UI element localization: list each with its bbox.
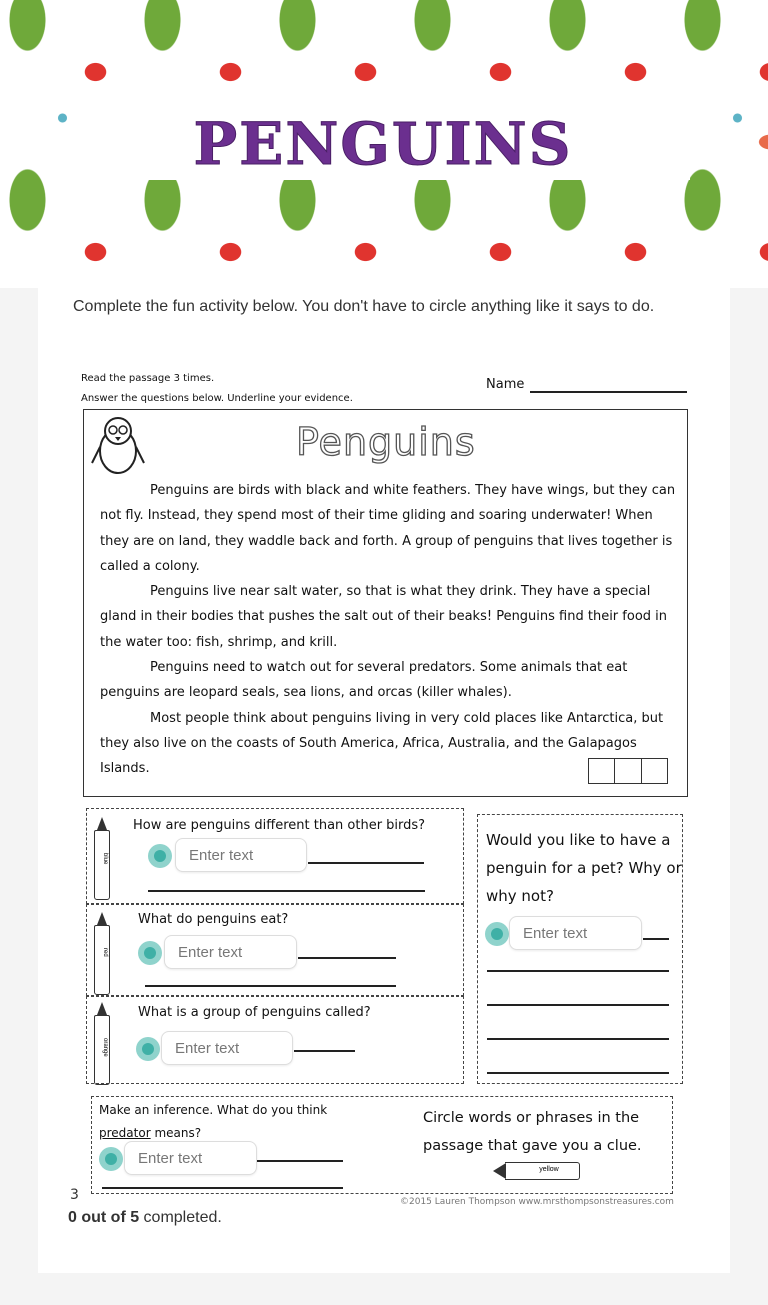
paragraph: Penguins live near salt water, so that is what they drink. They have a special gland in their bodies that pushes the salt out of their beaks! Penguins find their food in the water too: fish, shrimp, and krill.: [100, 584, 668, 650]
field-marker-icon: [138, 941, 162, 965]
inference-word: predator: [99, 1126, 151, 1140]
penguin-icon: [90, 415, 146, 477]
passage-title: Penguins: [296, 420, 476, 464]
crayon-tip: [493, 1163, 506, 1179]
paragraph: Penguins need to watch out for several predators. Some animals that eat penguins are leopard seals, sea lions, and orcas (killer whales).: [100, 660, 628, 701]
orange-crayon-icon: orange: [94, 1015, 110, 1085]
answer-field-4[interactable]: Enter text: [509, 916, 642, 950]
answer-line: [487, 1004, 669, 1006]
passage-text: [100, 478, 680, 782]
page-title: PENGUINS: [193, 110, 573, 178]
name-label: Name: [486, 377, 525, 392]
inference-question: Make an inference. What do you think: [99, 1103, 328, 1117]
intro-text: Complete the fun activity below. You don't have to circle anything like it says to do.: [73, 298, 655, 315]
progress-count: 0 out of 5: [68, 1209, 140, 1226]
blue-crayon-icon: blue: [94, 830, 110, 900]
answer-line: [102, 1187, 343, 1189]
inference-question-line2: [99, 1126, 201, 1140]
field-marker-icon: [148, 844, 172, 868]
paragraph: Most people think about penguins living in very cold places like Antarctica, but they also live on the coasts of South America, Africa, Australia, and the Galapagos Islands.: [100, 710, 664, 777]
paragraph: Penguins are birds with black and white feathers. They have wings, but they can not fly. Instead, they spend most of their time gliding and soaring underwater! When they are on land, they waddle back and forth. A group of penguins that lives together is called a colony.: [100, 483, 676, 574]
page-number: 3: [70, 1187, 79, 1203]
circle-instruction: Circle words or phrases in the passage that gave you a clue.: [423, 1110, 642, 1154]
field-marker-icon: [136, 1037, 160, 1061]
question-3: What is a group of penguins called?: [138, 1005, 371, 1020]
answer-line: [643, 938, 669, 940]
answer-line: [257, 1160, 343, 1162]
pet-question: Would you like to have a penguin for a pet? Why or why not?: [486, 831, 682, 905]
name-line: [530, 391, 687, 393]
answer-field-3[interactable]: Enter text: [161, 1031, 293, 1065]
field-marker-icon: [99, 1147, 123, 1171]
header-banner: [0, 0, 768, 288]
answer-line: [487, 1072, 669, 1074]
answer-line: [294, 1050, 355, 1052]
answer-field-5[interactable]: Enter text: [124, 1141, 257, 1175]
answer-line: [145, 985, 396, 987]
answer-field-1[interactable]: Enter text: [175, 838, 307, 872]
progress-status: [68, 1209, 222, 1227]
inference-question-end: means?: [154, 1126, 202, 1140]
title-band: [76, 108, 690, 180]
answer-line: [298, 957, 396, 959]
answer-line: [148, 890, 425, 892]
copyright: ©2015 Lauren Thompson www.mrsthompsonstreasures.com: [400, 1197, 674, 1207]
answer-line: [487, 1038, 669, 1040]
question-2: What do penguins eat?: [138, 912, 289, 927]
instruction-1: Read the passage 3 times.: [81, 373, 215, 384]
question-1: How are penguins different than other birds?: [133, 818, 426, 833]
answer-line: [308, 862, 424, 864]
progress-suffix: completed.: [139, 1209, 222, 1226]
read-checkboxes: [588, 758, 668, 784]
answer-line: [487, 970, 669, 972]
yellow-crayon-icon: yellow: [505, 1162, 580, 1180]
red-crayon-icon: red: [94, 925, 110, 995]
field-marker-icon: [485, 922, 509, 946]
answer-field-2[interactable]: Enter text: [164, 935, 297, 969]
instruction-2: Answer the questions below. Underline your evidence.: [81, 393, 353, 404]
